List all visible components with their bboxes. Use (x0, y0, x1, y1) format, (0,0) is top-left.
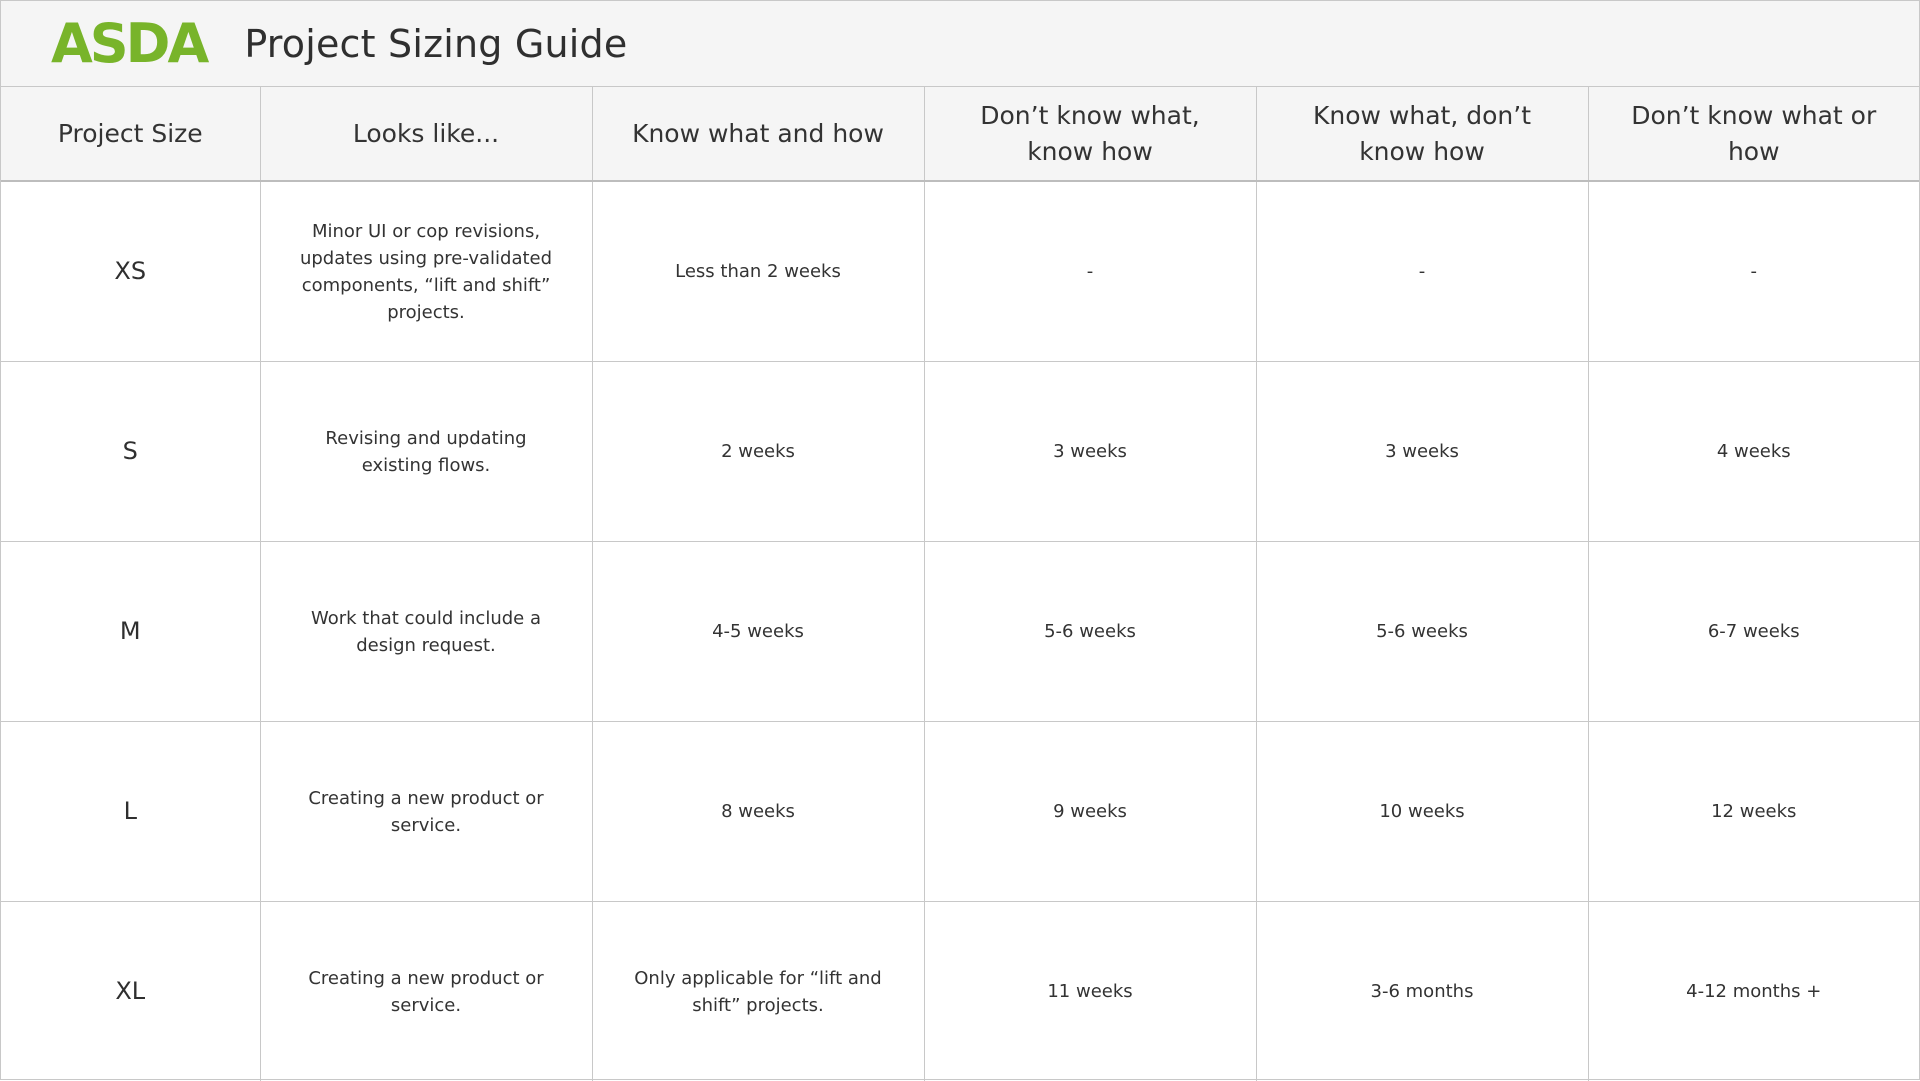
looks-like-cell: Minor UI or cop revisions, updates using pre-validated components, “lift and shift” projects. (260, 181, 592, 362)
column-header-looks-like: Looks like... (260, 87, 592, 181)
column-header-project-size: Project Size (1, 87, 260, 181)
header-bar (1, 1, 1919, 87)
table-row (1, 722, 1919, 902)
table-header-row (1, 87, 1919, 181)
table-row (1, 362, 1919, 542)
column-header-know-what-dont-know-how: Know what, don’t know how (1256, 87, 1588, 181)
size-cell: XL (1, 902, 260, 1081)
size-cell: S (1, 362, 260, 542)
dont-know-what-know-how-cell: 9 weeks (924, 722, 1256, 902)
page-title: Project Sizing Guide (244, 22, 627, 66)
looks-like-cell: Work that could include a design request. (260, 542, 592, 722)
know-what-dont-know-how-cell: 3-6 months (1256, 902, 1588, 1081)
know-what-and-how-cell: Only applicable for “lift and shift” projects. (592, 902, 924, 1081)
know-what-dont-know-how-cell: 10 weeks (1256, 722, 1588, 902)
know-what-and-how-cell: 4-5 weeks (592, 542, 924, 722)
dont-know-what-or-how-cell: 4 weeks (1588, 362, 1919, 542)
dont-know-what-or-how-cell: 4-12 months + (1588, 902, 1919, 1081)
know-what-dont-know-how-cell: - (1256, 181, 1588, 362)
know-what-and-how-cell: Less than 2 weeks (592, 181, 924, 362)
looks-like-cell: Creating a new product or service. (260, 722, 592, 902)
column-header-know-what-and-how: Know what and how (592, 87, 924, 181)
dont-know-what-or-how-cell: - (1588, 181, 1919, 362)
dont-know-what-know-how-cell: 11 weeks (924, 902, 1256, 1081)
dont-know-what-know-how-cell: - (924, 181, 1256, 362)
size-cell: M (1, 542, 260, 722)
looks-like-cell: Creating a new product or service. (260, 902, 592, 1081)
know-what-dont-know-how-cell: 5-6 weeks (1256, 542, 1588, 722)
table-row (1, 902, 1919, 1081)
sizing-table (1, 87, 1919, 1081)
dont-know-what-or-how-cell: 12 weeks (1588, 722, 1919, 902)
know-what-and-how-cell: 2 weeks (592, 362, 924, 542)
looks-like-cell: Revising and updating existing flows. (260, 362, 592, 542)
dont-know-what-know-how-cell: 3 weeks (924, 362, 1256, 542)
know-what-dont-know-how-cell: 3 weeks (1256, 362, 1588, 542)
dont-know-what-or-how-cell: 6-7 weeks (1588, 542, 1919, 722)
dont-know-what-know-how-cell: 5-6 weeks (924, 542, 1256, 722)
table-row (1, 181, 1919, 362)
size-cell: XS (1, 181, 260, 362)
column-header-dont-know-what-know-how: Don’t know what, know how (924, 87, 1256, 181)
size-cell: L (1, 722, 260, 902)
know-what-and-how-cell: 8 weeks (592, 722, 924, 902)
table-row (1, 542, 1919, 722)
asda-logo: ASDA (51, 17, 206, 71)
column-header-dont-know-what-or-how: Don’t know what or how (1588, 87, 1919, 181)
